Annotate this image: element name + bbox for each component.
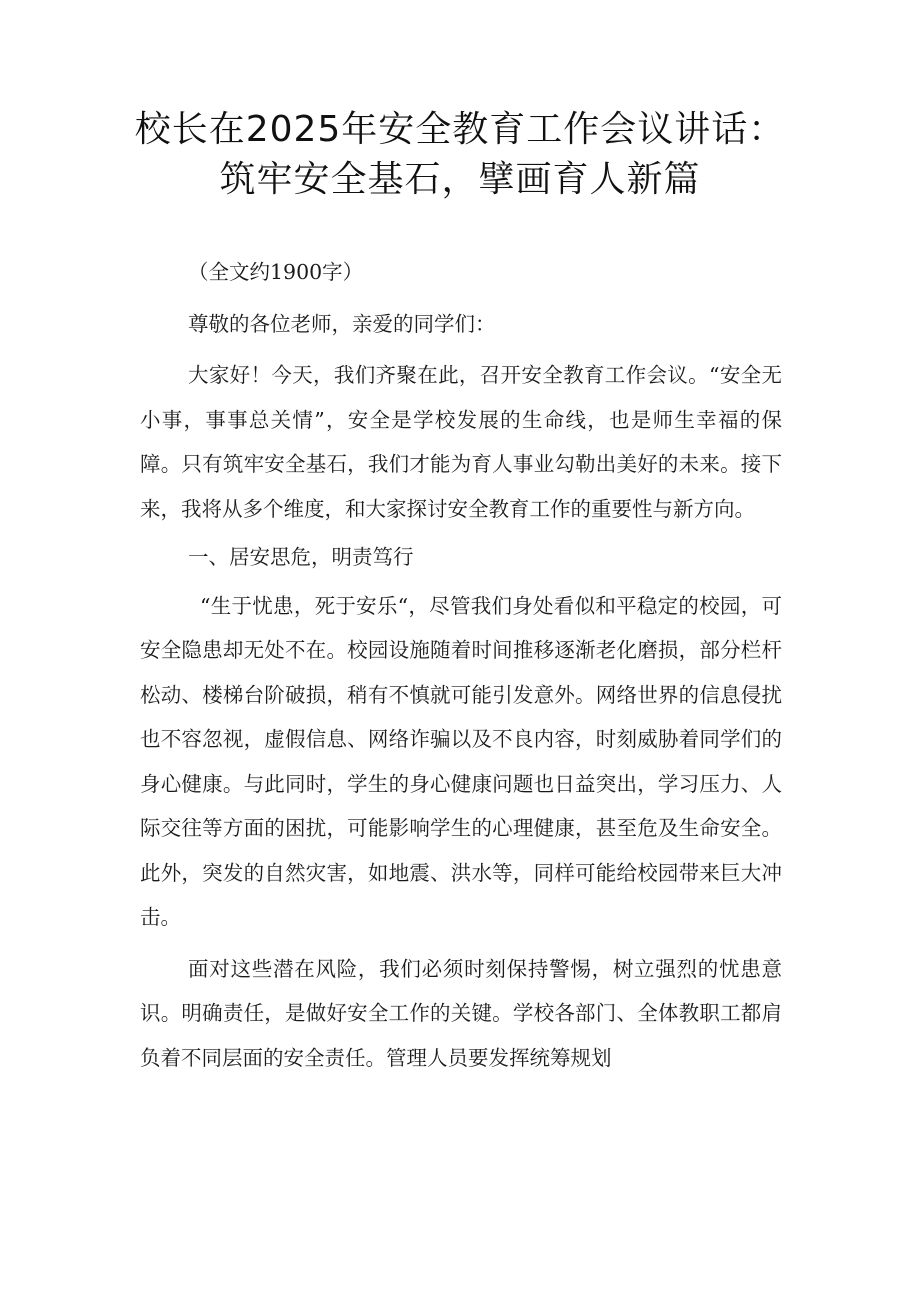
section-heading: 一、居安思危，明责笃行: [188, 545, 414, 569]
word-count-note: （全文约1900字）: [188, 260, 364, 284]
body-paragraph: “生于忧患，死于安乐“，尽管我们身处看似和平稳定的校园，可安全隐患却无处不在。校园设施随着时间推移逐渐老化磨损，部分栏杆松动、楼梯台阶破损，稍有不慎就可能引发意外。网络世界的信息侵扰也不容忽视，虚假信息、网络诈骗以及不良内容，时刻威胁着同学们的身心健康。与此同时，学生的身心健康问题也日益突出，学习压力、人际交往等方面的困扰，可能影响学生的心理健康，甚至危及生命安全。此外，突发的自然灾害，如地震、洪水等，同样可能给校园带来巨大冲击。: [140, 593, 782, 929]
document-body: [140, 250, 782, 1080]
body-paragraph: 大家好！今天，我们齐聚在此，召开安全教育工作会议。“安全无小事，事事总关情”，安全是学校发展的生命线，也是师生幸福的保障。只有筑牢安全基石，我们才能为育人事业勾勒出美好的未来。接下来，我将从多个维度，和大家探讨安全教育工作的重要性与新方向。: [140, 363, 782, 521]
body-paragraph: 面对这些潜在风险，我们必须时刻保持警惕，树立强烈的忧患意识。明确责任，是做好安全工作的关键。学校各部门、全体教职工都肩负着不同层面的安全责任。管理人员要发挥统筹规划: [140, 956, 782, 1070]
greeting-line: 尊敬的各位老师，亲爱的同学们：: [188, 311, 496, 336]
document-title: 校长在2025年安全教育工作会议讲话：筑牢安全基石，擘画育人新篇: [134, 109, 786, 200]
